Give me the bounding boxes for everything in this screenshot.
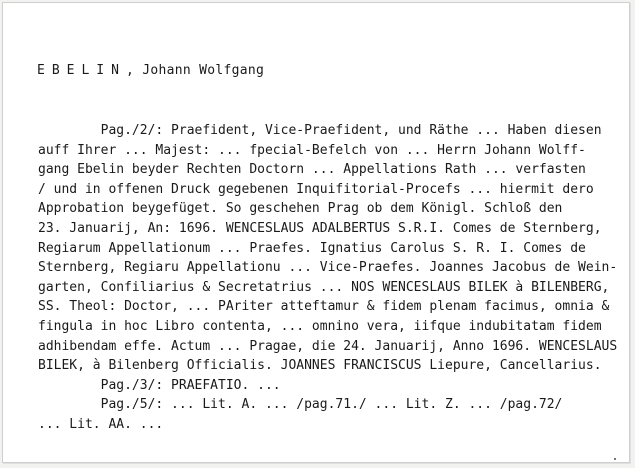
heading-given-names: Johann Wolfgang [142, 63, 265, 78]
heading-surname: EBELIN [37, 63, 126, 78]
body-line: garten, Confiliarius & Secretatrius ... NOS WENCESLAUS BILEK à BILENBERG, [38, 279, 610, 295]
body-line: SS. Theol: Doctor, ... PAriter atteftamur & fidem plenam facimus, omnia & [38, 299, 610, 315]
body-line: Sternberg, Regiaru Appellationu ... Vice-Praefes. Joannes Jacobus de Wein- [38, 260, 618, 276]
body-line: ... Lit. AA. ... [38, 416, 164, 432]
body-line: BILEK, à Bilenberg Officialis. JOANNES FRANCISCUS Liepure, Cancellarius. [38, 358, 602, 374]
card-body-text [38, 121, 623, 435]
body-line: / und in offenen Druck gegebenen Inquifitorial-Procefs ... hiermit dero [38, 181, 594, 197]
body-line: Pag./3/: PRAEFATIO. ... [38, 377, 281, 393]
body-line: adhibendam effe. Actum ... Pragae, die 24. Januarij, Anno 1696. WENCESLAUS [38, 338, 618, 354]
body-line: Pag./2/: Praefident, Vice-Praefident, und Räthe ... Haben diesen [38, 123, 602, 138]
body-line: Pag./5/: ... Lit. A. ... /pag.71./ ... Lit. Z. ... /pag.72/ [38, 397, 563, 413]
body-line: fingula in hoc Libro contenta, ... omnino vera, iifque indubitatam fidem [38, 318, 602, 334]
body-line: Approbation beygefüget. So geschehen Prag ob dem Königl. Schloß den [38, 201, 563, 217]
body-line: gang Ebelin beyder Rechten Doctorn ... Appellations Rath ... verfasten [38, 162, 586, 178]
body-line: auff Ihrer ... Majest: ... fpecial-Befelch von ... Herrn Johann Wolff- [38, 142, 586, 158]
catalog-card [2, 2, 630, 463]
corner-mark [614, 458, 616, 460]
card-heading [37, 63, 264, 78]
heading-separator: , [125, 63, 135, 78]
body-line: Regiarum Appellationum ... Praefes. Ignatius Carolus S. R. I. Comes de [38, 240, 586, 256]
body-line: 23. Januarij, An: 1696. WENCESLAUS ADALBERTUS S.R.I. Comes de Sternberg, [38, 220, 602, 236]
